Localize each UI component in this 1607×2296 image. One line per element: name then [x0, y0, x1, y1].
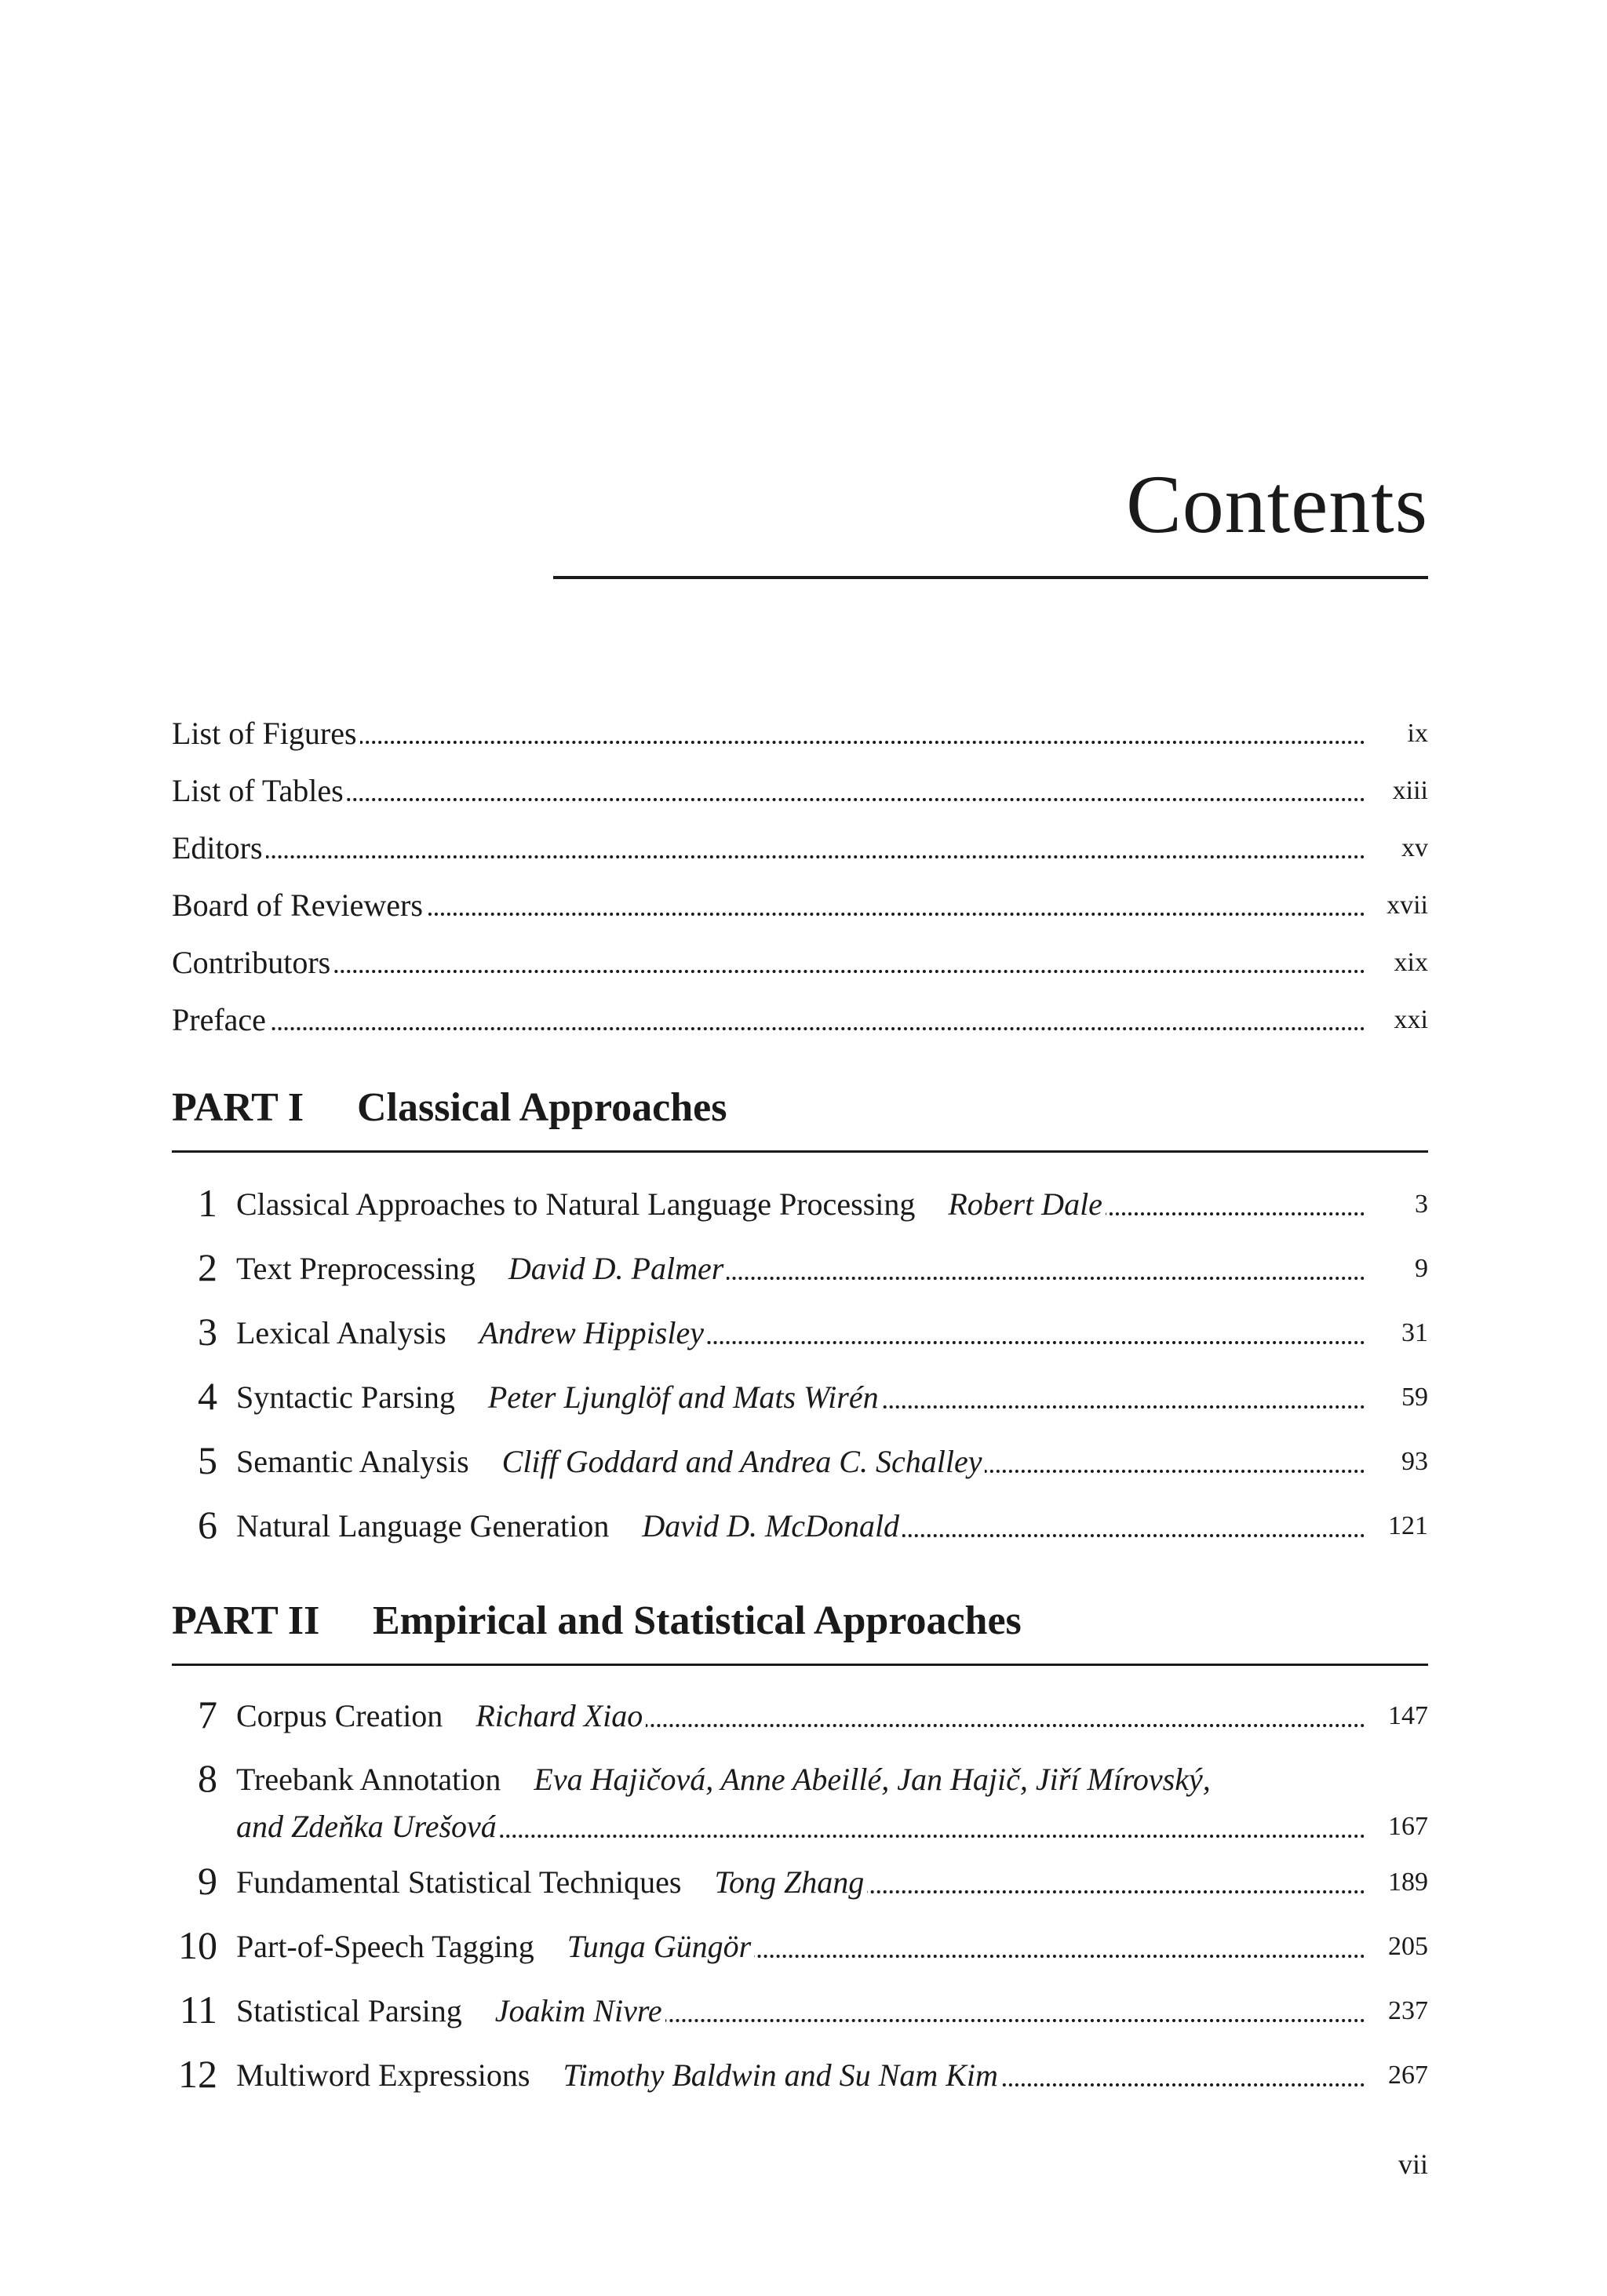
- chapter-line: [236, 1440, 985, 1484]
- toc-entry-page: xvii: [1387, 891, 1428, 920]
- chapter-authors: Tong Zhang: [714, 1864, 865, 1900]
- dot-leaders: [172, 1027, 1365, 1030]
- part-name: Empirical and Statistical Approaches: [373, 1598, 1022, 1643]
- toc-entry-label: Editors: [172, 829, 266, 868]
- chapter-entry[interactable]: [172, 1755, 1428, 1849]
- chapter-page: 167: [1388, 1812, 1428, 1841]
- chapter-page: 93: [1401, 1447, 1428, 1476]
- chapter-number: 3: [198, 1310, 217, 1354]
- chapter-line: [236, 1860, 867, 1904]
- chapter-entry[interactable]: [172, 2050, 1428, 2097]
- page-number: vii: [1397, 2148, 1428, 2180]
- chapter-authors: Timothy Baldwin and Su Nam Kim: [563, 2057, 998, 2093]
- chapter-line: [236, 1989, 665, 2033]
- chapter-entry[interactable]: [172, 1922, 1428, 1969]
- chapter-page: 147: [1388, 1701, 1428, 1730]
- chapter-page: 9: [1415, 1254, 1428, 1283]
- chapter-title: Statistical Parsing: [236, 1993, 462, 2028]
- chapter-page: 3: [1415, 1190, 1428, 1219]
- chapter-title: Natural Language Generation: [236, 1508, 610, 1543]
- chapter-entry[interactable]: [172, 1501, 1428, 1548]
- chapter-title: Multiword Expressions: [236, 2057, 530, 2093]
- chapter-line: [236, 1504, 902, 1548]
- chapter-line: [236, 1183, 1106, 1226]
- chapter-number: 6: [198, 1503, 217, 1547]
- chapter-page: 59: [1401, 1383, 1428, 1412]
- toc-entry-editors[interactable]: [172, 829, 1428, 868]
- part-name: Classical Approaches: [357, 1085, 727, 1130]
- chapter-page: 31: [1401, 1318, 1428, 1347]
- chapter-line: [236, 2054, 1001, 2097]
- chapter-number: 7: [198, 1693, 217, 1737]
- chapter-title: Treebank Annotation: [236, 1762, 501, 1797]
- toc-entry-label: Contributors: [172, 943, 333, 982]
- chapter-page: 267: [1388, 2061, 1428, 2090]
- chapter-entry[interactable]: [172, 1857, 1428, 1904]
- chapter-number: 11: [179, 1988, 217, 2032]
- part-rule: [172, 1664, 1428, 1666]
- page-title: Contents: [1126, 458, 1428, 550]
- chapter-entry[interactable]: [172, 1244, 1428, 1291]
- chapter-authors: Cliff Goddard and Andrea C. Schalley: [501, 1444, 982, 1479]
- chapter-line: [236, 1925, 754, 1969]
- toc-entry-page: xv: [1401, 833, 1428, 862]
- chapter-line: [236, 1376, 882, 1420]
- chapter-title: Part-of-Speech Tagging: [236, 1929, 534, 1964]
- chapter-title: Fundamental Statistical Techniques: [236, 1864, 682, 1900]
- toc-entry-contributors[interactable]: [172, 943, 1428, 982]
- toc-entry-list-of-tables[interactable]: [172, 771, 1428, 811]
- chapter-line: [236, 1311, 707, 1355]
- chapter-entry[interactable]: [172, 1308, 1428, 1355]
- chapter-line: [236, 1758, 1214, 1802]
- chapter-entry[interactable]: [172, 1691, 1428, 1738]
- toc-entry-preface[interactable]: [172, 1000, 1428, 1040]
- toc-entry-label: List of Tables: [172, 771, 347, 811]
- toc-entry-page: xiii: [1392, 776, 1428, 805]
- toc-entry-list-of-figures[interactable]: [172, 714, 1428, 753]
- chapter-entry[interactable]: [172, 1437, 1428, 1484]
- toc-entry-label: Board of Reviewers: [172, 886, 426, 925]
- chapter-number: 12: [178, 2052, 217, 2096]
- part-number: PART II: [172, 1598, 320, 1643]
- dot-leaders: [172, 798, 1365, 801]
- chapter-authors: David D. Palmer: [508, 1251, 724, 1286]
- chapter-authors: Peter Ljunglöf and Mats Wirén: [487, 1379, 879, 1415]
- chapter-authors: Robert Dale: [948, 1186, 1102, 1222]
- chapter-authors: Joakim Nivre: [494, 1993, 662, 2028]
- chapter-title: Semantic Analysis: [236, 1444, 469, 1479]
- chapter-entry[interactable]: [172, 1179, 1428, 1226]
- chapter-title: Corpus Creation: [236, 1698, 443, 1733]
- chapter-title: Lexical Analysis: [236, 1315, 446, 1350]
- toc-entry-page: ix: [1407, 719, 1428, 748]
- toc-entry-label: Preface: [172, 1000, 269, 1040]
- chapter-authors: Andrew Hippisley: [479, 1315, 704, 1350]
- chapter-number: 5: [198, 1438, 217, 1482]
- chapter-number: 1: [198, 1181, 217, 1225]
- title-rule: [553, 576, 1428, 579]
- chapter-entry[interactable]: [172, 1372, 1428, 1420]
- toc-entry-board-of-reviewers[interactable]: [172, 886, 1428, 925]
- chapter-page: 121: [1388, 1511, 1428, 1540]
- chapter-page: 205: [1388, 1932, 1428, 1961]
- chapter-title: Text Preprocessing: [236, 1251, 476, 1286]
- chapter-number: 2: [198, 1245, 217, 1289]
- chapter-title: Syntactic Parsing: [236, 1379, 455, 1415]
- chapter-number: 9: [198, 1859, 217, 1903]
- chapter-authors: David D. McDonald: [642, 1508, 900, 1543]
- chapter-page: 189: [1388, 1868, 1428, 1897]
- chapter-page: 237: [1388, 1996, 1428, 2025]
- dot-leaders: [172, 855, 1365, 858]
- chapter-number: 4: [198, 1374, 217, 1418]
- chapter-authors: Eva Hajičová, Anne Abeillé, Jan Hajič, Jiří Mírovský,: [534, 1762, 1211, 1797]
- chapter-line: [236, 1247, 727, 1291]
- toc-entry-label: List of Figures: [172, 714, 360, 753]
- chapter-number: 8: [198, 1756, 217, 1800]
- dot-leaders: [172, 970, 1365, 973]
- toc-entry-page: xix: [1394, 948, 1428, 977]
- chapter-number: 10: [178, 1923, 217, 1967]
- chapter-authors: Richard Xiao: [476, 1698, 643, 1733]
- part-rule: [172, 1150, 1428, 1153]
- chapter-entry[interactable]: [172, 1986, 1428, 2033]
- chapter-line: [236, 1694, 646, 1738]
- chapter-title: Classical Approaches to Natural Language Processing: [236, 1186, 916, 1222]
- chapter-authors-continued: and Zdeňka Urešová: [236, 1805, 500, 1849]
- part-number: PART I: [172, 1085, 304, 1130]
- chapter-authors: Tunga Güngör: [567, 1929, 752, 1964]
- toc-entry-page: xxi: [1394, 1005, 1428, 1034]
